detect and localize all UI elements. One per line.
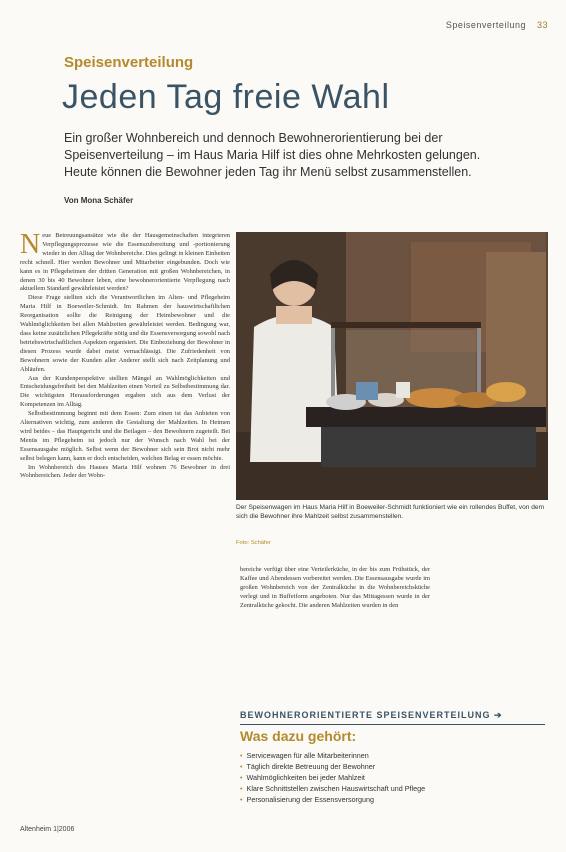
running-head-section: Speisenverteilung bbox=[445, 20, 526, 30]
list-item: • Wahlmöglichkeiten bei jeder Mahlzeit bbox=[240, 772, 550, 783]
article-photo bbox=[236, 232, 548, 500]
sidebar-list bbox=[240, 750, 550, 805]
drop-cap: N bbox=[20, 232, 41, 260]
body-paragraph bbox=[20, 232, 230, 294]
article-lead: Ein großer Wohnbereich und dennoch Bewohnerorientierung bei der Speisenverteilung – im Haus Maria Hilf ist dies ohne Mehrkosten gelungen. Heute können die Bewohner jeden Tag ihr Menü selbst zusammenstellen. bbox=[64, 131, 481, 179]
body-column-right bbox=[240, 566, 430, 684]
body-paragraph: Im Wohnbereich des Hauses Maria Hilf wohnen 76 Bewohner in drei Wohnbereichen. Jeder der Wohn- bbox=[20, 463, 230, 480]
photo-credit: Foto: Schäfer bbox=[236, 540, 271, 546]
list-item: • Täglich direkte Betreuung der Bewohner bbox=[240, 761, 550, 772]
page-footer: Altenheim 1|2006 bbox=[20, 826, 75, 833]
body-paragraph: Selbstbestimmung beginnt mit dem Essen: Zum einen ist das Anbieten von Alternativen wichtig, zum anderen die Gestaltung der Mahlzeiten. In Heimen wird beides – das Hauptgericht und die Beilagen – den Bewohnern zugeteilt. Bei Menüs im Pflegeheim ist jedoch nur der Wunsch nach Wahl bei der Essensausgabe möglich. Selbst wenn der Bewohner sich sein Brot nicht mehr selbst belegen kann, kann er doch entscheiden, welchen Belag er essen möchte. bbox=[20, 410, 230, 462]
list-item: • Servicewagen für alle Mitarbeiterinnen bbox=[240, 750, 550, 761]
body-paragraph-text: eue Betreuungsansätze wie die der Hausgemeinschaften integrieren Verpflegungsprozesse wie die Essenszubereitung und -portionierung wieder in den Alltag der Wohnbereiche. Dies gelingt in kleinen Einheiten recht schnell. Hier werden Bewohner und Mitarbeiter eingebunden. Doch wie kann es in Pflegeheimen der dritten Generation mit großen Wohnbereichen, in denen 30 bis 40 Bewohner leben, eine bewohnerorientierte Verpflegung nach aktuellem Standard gewährleistet werden? bbox=[20, 232, 230, 293]
body-paragraph: bereiche verfügt über eine Verteilerküche, in der bis zum Frühstück, der Kaffee und Abendessen vorbereitet werden. Die Essensausgabe wurde im großen Wohnbereich von der Zentralküche in die Wohnbereichsküche verlegt und in Buffetform angeboten. Nur das Mittagessen wurde in der Zentralküche gekocht. Die anderen Mahlzeiten wurden in den bbox=[240, 566, 430, 609]
photo-caption: Der Speisenwagen im Haus Maria Hilf in Boeweiler-Schmidt funktioniert wie ein rollendes Buffet, von dem sich die Bewohner ihre Mahlzeit selbst zusammenstellen. bbox=[236, 504, 545, 520]
article-kicker: Speisenverteilung bbox=[64, 54, 194, 71]
page-number: 33 bbox=[536, 20, 548, 30]
body-column-left bbox=[20, 232, 230, 822]
sidebar-title: Was dazu gehört: bbox=[240, 728, 357, 744]
list-item: • Klare Schnittstellen zwischen Hauswirtschaft und Pflege bbox=[240, 783, 550, 794]
sidebar-heading: BEWOHNERORIENTIERTE SPEISENVERTEILUNG ➔ bbox=[240, 710, 545, 725]
body-paragraph: Diese Frage stellten sich die Verantwortlichen im Alten- und Pflegeheim Maria Hilf in Boeweiler-Schmidt. Im Rahmen der hauswirtschaftlichen Reorganisation sollte die Reinigung der Heimbewohner und die Wahlmöglichkeiten bei allen Mahlzeiten gewährleistet werden. Bedingung war, dass keine zusätzlichen Pflegekräfte nötig und die Essensversorgung sowohl nach betriebswirtschaftlichen Aspekten organisiert. Die Einbeziehung der Bewohner in diesen Prozess wurde dabei meist vernachlässigt. Die Zufriedenheit von Bewohnern sowie der Kunden aller Anderer stellt sich nach Zeitplanung und Abläufen. bbox=[20, 294, 230, 373]
article-byline: Von Mona Schäfer bbox=[64, 196, 134, 205]
running-head bbox=[446, 20, 548, 30]
body-paragraph: Aus der Kundenperspektive stellten Mängel an Wahlmöglichkeiten und Entscheidungsfreiheit bei den Mahlzeiten einen Vorteil zu Selbstbestimmung dar. Die wichtigsten Herausforderungen ergaben sich aus dem Verlust der Kompetenzen im Alltag. bbox=[20, 374, 230, 409]
list-item: • Personalisierung der Essensversorgung bbox=[240, 794, 550, 805]
photo-illustration bbox=[236, 232, 548, 500]
article-headline: Jeden Tag freie Wahl bbox=[62, 78, 390, 116]
